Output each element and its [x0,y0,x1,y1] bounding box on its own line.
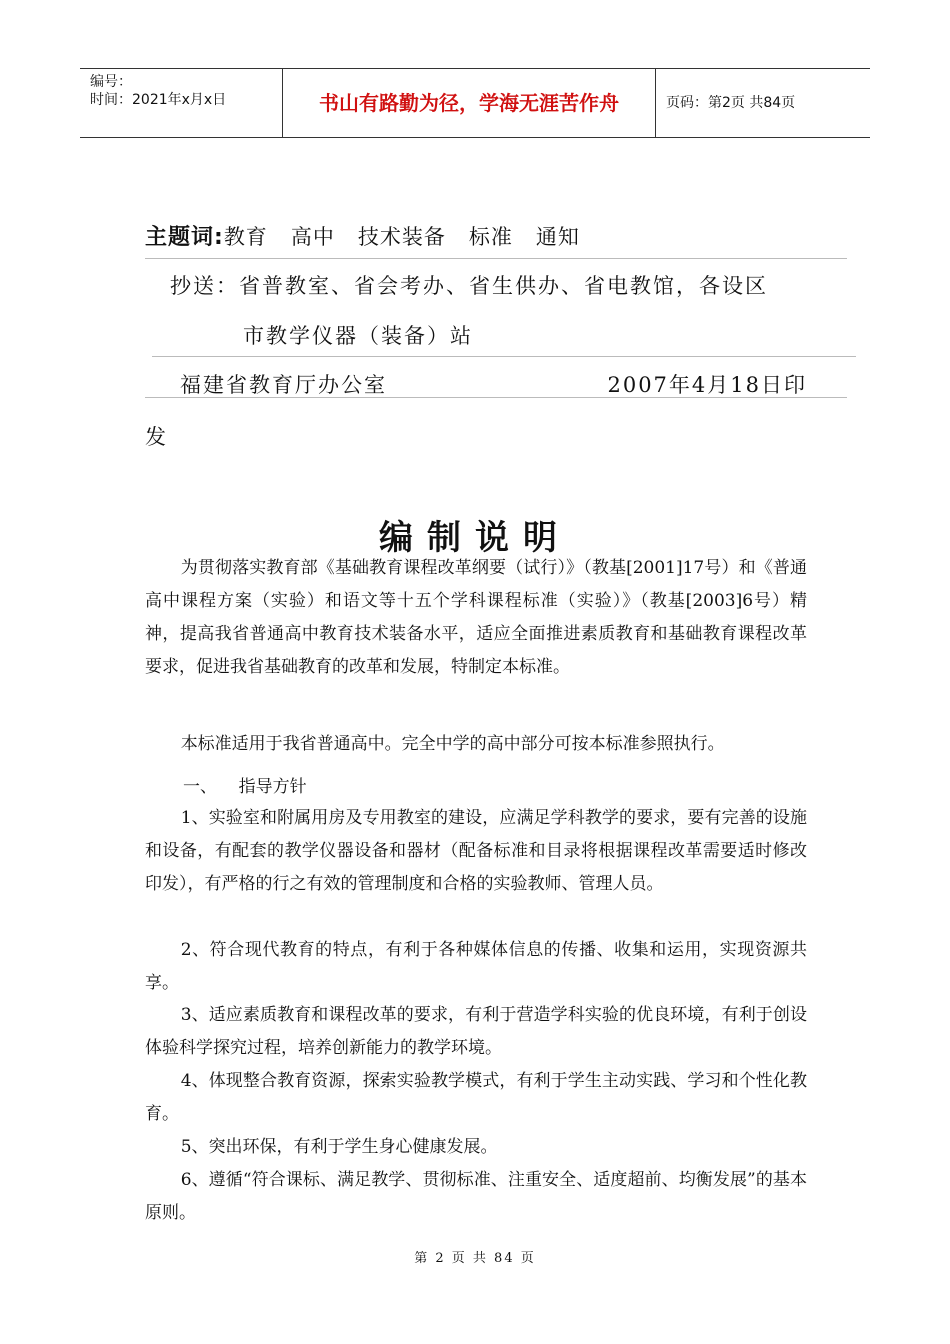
time-label: 时间：2021年x月x日 [90,92,227,108]
paragraph-intro: 为贯彻落实教育部《基础教育课程改革纲要（试行）》（教基[2001]17号）和《普通高中课程方案（实验）和语文等十五个学科课程标准（实验）》（教基[2003]6号）精神，提高我省普通高中教育技术装备水平，适应全面推进素质教育和基础教育课程改革要求，促进我省基础教育的改革和发展，特制定本标准。 [145,558,807,677]
header-page-info: 页码：第2页 共84页 [666,95,796,111]
number-label: 编号： [90,74,132,90]
keywords-text: 教育 高中 技术装备 标准 通知 [223,225,580,249]
issuer-name: 福建省教育厅办公室 [180,373,387,397]
list-item: 1、实验室和附属用房及专用教室的建设，应满足学科教学的要求，要有完善的设施和设备，有配套的教学仪器设备和器材（配备标准和目录将根据课程改革需要适时修改印发），有严格的行之有效的管理制度和合格的实验教师、管理人员。 [145,808,807,894]
list-item: 4、体现整合教育资源，探索实验教学模式，有利于学生主动实践、学习和个性化教育。 [145,1071,807,1124]
page-header [80,68,870,138]
keywords-line [145,220,580,251]
header-meta [80,69,282,137]
paragraph-scope: 本标准适用于我省普通高中。完全中学的高中部分可按本标准参照执行。 [180,734,725,754]
divider-line [152,356,856,357]
divider-line [145,258,847,259]
header-divider [655,69,656,137]
heading-guidelines: 一、 指导方针 [183,777,307,797]
list-item: 2、符合现代教育的特点，有利于各种媒体信息的传播、收集和运用，实现资源共享。 [145,940,807,993]
page-footer: 第 2 页 共 84 页 [414,1251,536,1266]
keywords-label: 主题词: [145,225,224,250]
cc-line-2: 市教学仪器（装备）站 [243,324,473,348]
list-item: 6、遵循“符合课标、满足教学、贯彻标准、注重安全、适度超前、均衡发展”的基本原则。 [145,1170,807,1223]
list-item: 5、突出环保，有利于学生身心健康发展。 [180,1137,498,1157]
cc-line-1: 抄送：省普教室、省会考办、省生供办、省电教馆，各设区 [170,274,768,298]
section-title: 编制说明 [379,518,571,558]
issue-date: 2007年4月18日印 [607,373,807,397]
divider-line [145,397,847,398]
list-item: 3、适应素质教育和课程改革的要求，有利于营造学科实验的优良环境，有利于创设体验科学探究过程，培养创新能力的教学环境。 [145,1005,807,1058]
header-motto: 书山有路勤为径，学海无涯苦作舟 [319,91,619,115]
issue-date-tail: 发 [145,425,166,449]
